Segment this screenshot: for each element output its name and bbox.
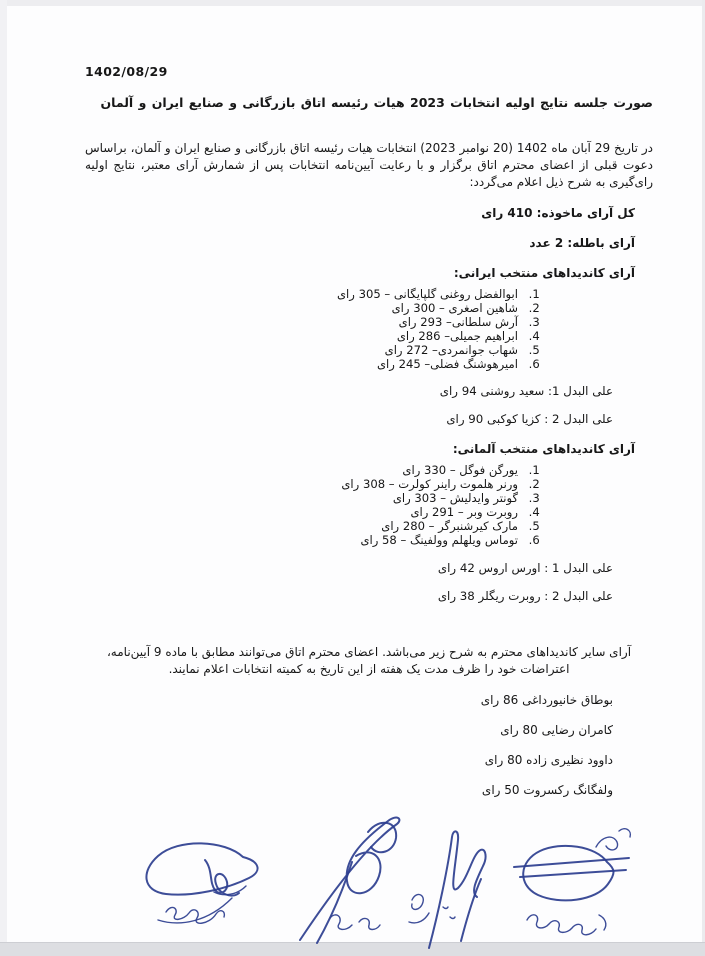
german-candidate-item: 4. روبرت وبر – 291 رای: [85, 506, 525, 520]
iranian-candidates-heading: آرای کاندیداهای منتخب ایرانی:: [453, 266, 635, 280]
document-page: [85, 64, 653, 798]
objection-note: آرای سایر کاندیداهای محترم به شرح زیر می‌باشد. اعضای محترم اتاق می‌توانند مطابق با ماده 9 آیین‌نامه، اعتراضات خود را ظرف مدت یک هفته از این تاریخ به کمیته انتخابات اعلام نمایند.: [106, 644, 632, 676]
other-candidate-line: داوود نظیری زاده 80 رای: [484, 752, 613, 767]
document-title: صورت جلسه نتایج اولیه انتخابات 2023 هیات رئیسه اتاق بازرگانی و صنایع ایران و آلمان: [100, 95, 653, 110]
german-candidate-item: 6. توماس ویلهلم وولفینگ – 58 رای: [85, 534, 525, 548]
alternate-line: علی البدل 1: سعید روشنی 94 رای: [439, 384, 613, 399]
german-candidates-list: [85, 464, 653, 547]
alternate-line: علی البدل 2 : کزیا کوکبی 90 رای: [446, 412, 613, 427]
other-candidate-line: ولفگانگ رکسروت 50 رای: [481, 782, 613, 797]
german-candidates-heading: آرای کاندیداهای منتخب آلمانی:: [452, 442, 635, 457]
other-candidate-line: کامران رضایی 80 رای: [500, 722, 613, 737]
signature-1-image: [146, 843, 257, 923]
signature-4-image: [514, 829, 630, 935]
invalid-votes-line: آرای باطله: 2 عدد: [529, 236, 635, 250]
iranian-candidate-item: 4. ابراهیم جمیلی– 286 رای: [85, 330, 525, 344]
signature-2-image: [300, 818, 399, 943]
iranian-candidate-item: 1. ابوالفضل روغنی گلپایگانی – 305 رای: [85, 288, 525, 302]
scan-edge-top: [0, 0, 705, 6]
iranian-candidates-list: [85, 288, 653, 371]
signatures-block: [0, 800, 705, 956]
other-candidates-list: [85, 693, 653, 798]
german-candidate-item: 2. ورنر هلموت راینر کولرت – 308 رای: [85, 478, 525, 492]
german-candidate-item: 1. یورگن فوگل – 330 رای: [85, 464, 525, 478]
german-alternates: [85, 561, 653, 604]
alternate-line: علی البدل 1 : اورس اروس 42 رای: [437, 560, 613, 575]
total-votes-line: کل آرای ماخوذه: 410 رای: [481, 206, 635, 220]
alternate-line: علی البدل 2 : روبرت ریگلر 38 رای: [437, 588, 613, 603]
iranian-candidate-item: 5. شهاب جوانمردی– 272 رای: [85, 344, 525, 358]
german-candidate-item: 5. مارک کیرشنبرگر – 280 رای: [85, 520, 525, 534]
signature-3-image: [409, 831, 486, 948]
iranian-candidate-item: 6. امیرهوشنگ فضلی– 245 رای: [85, 358, 525, 372]
iranian-alternates: [85, 384, 653, 427]
iranian-candidate-item: 2. شاهین اصغری – 300 رای: [85, 302, 525, 316]
intro-paragraph: در تاریخ 29 آبان ماه 1402 (20 نوامبر 2023) انتخابات هیات رئیسه اتاق بازرگانی و صنایع ایران و آلمان، براساس دعوت قبلی از اعضای محترم اتاق برگزار و با رعایت آیین‌نامه انتخابات پس از شمارش آرای معتبر، نتایج اولیه رای‌گیری به شرح ذیل اعلام می‌گردد:: [85, 141, 654, 189]
iranian-candidate-item: 3. آرش سلطانی– 293 رای: [85, 316, 525, 330]
other-candidate-line: بوطاق خانیورداغی 86 رای: [480, 692, 613, 707]
date-stamp: 1402/08/29: [85, 64, 168, 79]
german-candidate-item: 3. گونتر وایدلیش – 303 رای: [85, 492, 525, 506]
